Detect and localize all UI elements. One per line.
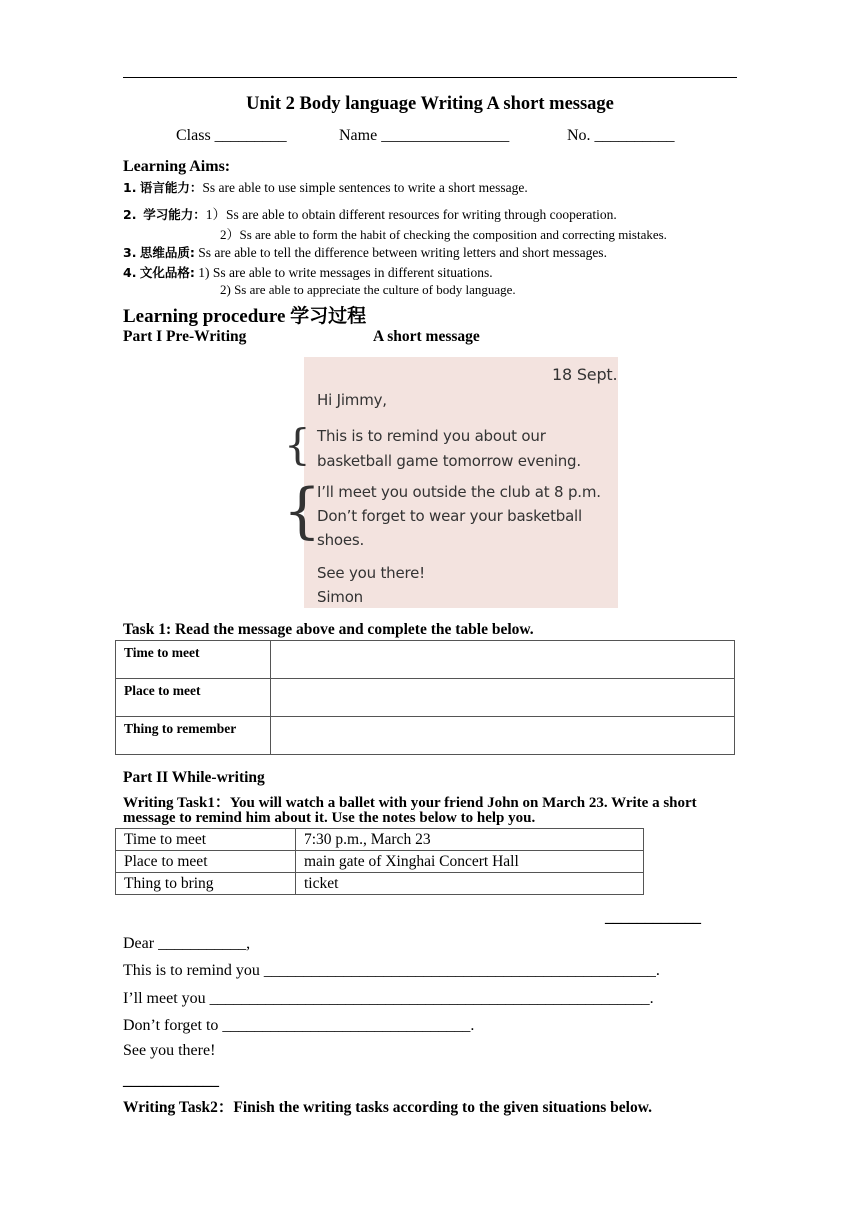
- aim-item: [123, 203, 617, 223]
- note-value: main gate of Xinghai Concert Hall: [296, 851, 644, 873]
- aim-item: [123, 263, 493, 281]
- table-row: [116, 829, 644, 851]
- aim-text: 2) Ss are able to appreciate the culture of body language.: [220, 282, 516, 297]
- task1-heading: Task 1: Read the message above and complete the table below.: [123, 621, 534, 638]
- left-brace-icon: {: [284, 420, 311, 469]
- aim-text: 2）Ss are able to form the habit of checking the composition and correcting mistakes.: [220, 227, 667, 242]
- task1-table: [115, 640, 735, 755]
- aim-number: 3.: [123, 245, 137, 260]
- left-brace-icon: {: [283, 476, 322, 546]
- aim-text: 1) Ss are able to write messages in different situations.: [194, 265, 493, 280]
- writing-task1-text: message to remind him about it. Use the notes below to help you.: [123, 810, 536, 826]
- aim-category: 思维品质:: [139, 245, 195, 260]
- meet-line[interactable]: I’ll meet you _______________________________________________________.: [123, 990, 654, 1007]
- message-signature: Simon: [317, 588, 363, 606]
- answer-cell[interactable]: [271, 641, 735, 679]
- learning-procedure-heading: Learning procedure 学习过程: [123, 306, 367, 327]
- message-line: Don’t forget to wear your basketball: [317, 507, 582, 525]
- aim-category: 文化品格:: [139, 265, 195, 280]
- row-label: Time to meet: [116, 641, 271, 679]
- message-greeting: Hi Jimmy,: [317, 391, 387, 409]
- table-row: [116, 679, 735, 717]
- row-label: Thing to remember: [116, 717, 271, 755]
- aim-item: [123, 178, 528, 196]
- number-field: No. __________: [567, 127, 675, 144]
- answer-cell[interactable]: [271, 679, 735, 717]
- message-line: See you there!: [317, 564, 425, 582]
- writing-task1-text: Writing Task1：You will watch a ballet with your friend John on March 23. Write a short: [123, 795, 697, 811]
- aim-category: 语言能力：: [139, 180, 203, 195]
- note-label: Time to meet: [116, 829, 296, 851]
- closing-line: See you there!: [123, 1042, 216, 1059]
- forget-line[interactable]: Don’t forget to _______________________________.: [123, 1017, 475, 1034]
- message-line: basketball game tomorrow evening.: [317, 452, 581, 470]
- aim-number: 4.: [123, 265, 137, 280]
- sample-message-image: [304, 357, 618, 608]
- aim-item: [220, 282, 516, 298]
- table-row: [116, 851, 644, 873]
- aim-number: 1.: [123, 180, 137, 195]
- row-label: Place to meet: [116, 679, 271, 717]
- table-row: [116, 873, 644, 895]
- aim-text: Ss are able to tell the difference between writing letters and short messages.: [194, 245, 607, 260]
- message-date: 18 Sept.: [552, 365, 618, 384]
- note-label: Place to meet: [116, 851, 296, 873]
- remind-line[interactable]: This is to remind you _________________________________________________.: [123, 962, 660, 979]
- note-value: 7:30 p.m., March 23: [296, 829, 644, 851]
- aim-text: 1）Ss are able to obtain different resources for writing through cooperation.: [205, 207, 617, 222]
- message-line: shoes.: [317, 531, 365, 549]
- notes-table: [115, 828, 644, 895]
- learning-aims-heading: Learning Aims:: [123, 158, 231, 175]
- aim-number: 2.: [123, 207, 137, 222]
- part2-heading: Part II While-writing: [123, 769, 265, 786]
- note-label: Thing to bring: [116, 873, 296, 895]
- class-field: Class _________: [176, 127, 287, 144]
- page-title: Unit 2 Body language Writing A short message: [246, 94, 614, 114]
- table-row: [116, 717, 735, 755]
- aim-text: Ss are able to use simple sentences to write a short message.: [202, 180, 528, 195]
- dear-line[interactable]: Dear ___________,: [123, 935, 251, 952]
- aim-item: [123, 243, 607, 261]
- name-field: Name ________________: [339, 127, 510, 144]
- note-value: ticket: [296, 873, 644, 895]
- top-rule: [123, 77, 737, 78]
- message-line: I’ll meet you outside the club at 8 p.m.: [317, 483, 601, 501]
- message-line: This is to remind you about our: [317, 427, 546, 445]
- aim-category: 学习能力：: [143, 207, 206, 222]
- date-blank[interactable]: ____________: [605, 909, 701, 926]
- aim-item: [220, 224, 667, 243]
- answer-cell[interactable]: [271, 717, 735, 755]
- signature-blank[interactable]: ____________: [123, 1072, 219, 1089]
- table-row: [116, 641, 735, 679]
- writing-task2-heading: Writing Task2：Finish the writing tasks according to the given situations below.: [123, 1099, 652, 1116]
- message-caption: A short message: [373, 328, 480, 345]
- part1-heading: Part I Pre-Writing: [123, 328, 247, 345]
